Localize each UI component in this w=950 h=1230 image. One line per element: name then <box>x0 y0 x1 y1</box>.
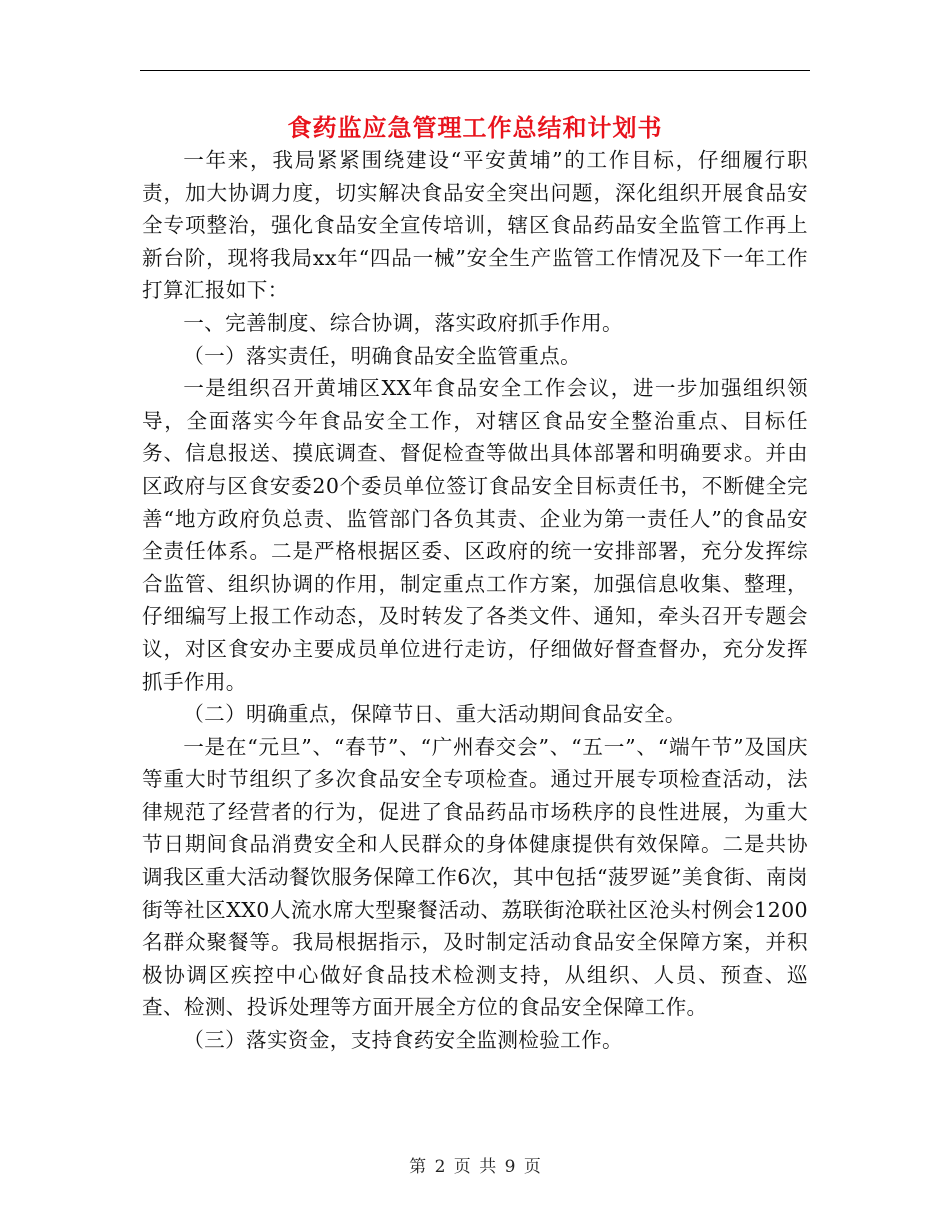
paragraph-intro: 一年来，我局紧紧围绕建设“平安黄埔”的工作目标，仔细履行职责，加大协调力度，切实解决食品安全突出问题，深化组织开展食品安全专项整治，强化食品安全宣传培训，辖区食品药品安全监管工作再上新台阶，现将我局xx年“四品一械”安全生产监管工作情况及下一年工作打算汇报如下： <box>142 148 808 303</box>
paragraph-1: 一是组织召开黄埔区XX年食品安全工作会议，进一步加强组织领导，全面落实今年食品安全工作，对辖区食品安全整治重点、目标任务、信息报送、摸底调查、督促检查等做出具体部署和明确要求。并由区政府与区食安委20个委员单位签订食品安全目标责任书，不断健全完善“地方政府负总责、监管部门各负其责、企业为第一责任人”的食品安全责任体系。二是严格根据区委、区政府的统一安排部署，充分发挥综合监管、组织协调的作用，制定重点工作方案，加强信息收集、整理，仔细编写上报工作动态，及时转发了各类文件、通知，牵头召开专题会议，对区食安办主要成员单位进行走访，仔细做好督查督办，充分发挥抓手作用。 <box>142 376 808 694</box>
header-rule <box>140 70 810 71</box>
document-title: 食药监应急管理工作总结和计划书 <box>287 113 663 142</box>
section-heading-1: 一、完善制度、综合协调，落实政府抓手作用。 <box>183 310 624 335</box>
page-footer: 第 2 页 共 9 页 <box>409 1157 541 1177</box>
subsection-heading-2: （二）明确重点，保障节日、重大活动期间食品安全。 <box>183 702 686 727</box>
paragraph-2: 一是在“元旦”、“春节”、“广州春交会”、“五一”、“端午节”及国庆等重大时节组织了多次食品安全专项检查。通过开展专项检查活动，法律规范了经营者的行为，促进了食品药品市场秩序的良性进展，为重大节日期间食品消费安全和人民群众的身体健康提供有效保障。二是共协调我区重大活动餐饮服务保障工作6次，其中包括“菠罗诞”美食街、南岗街等社区XX0人流水席大型聚餐活动、荔联街沧联社区沧头村例会1200名群众聚餐等。我局根据指示，及时制定活动食品安全保障方案，并积极协调区疾控中心做好食品技术检测支持，从组织、人员、预查、巡查、检测、投诉处理等方面开展全方位的食品安全保障工作。 <box>142 734 808 1020</box>
subsection-heading-1: （一）落实责任，明确食品安全监管重点。 <box>183 343 582 368</box>
document-body <box>142 144 808 1057</box>
subsection-heading-3: （三）落实资金，支持食药安全监测检验工作。 <box>183 1028 624 1053</box>
